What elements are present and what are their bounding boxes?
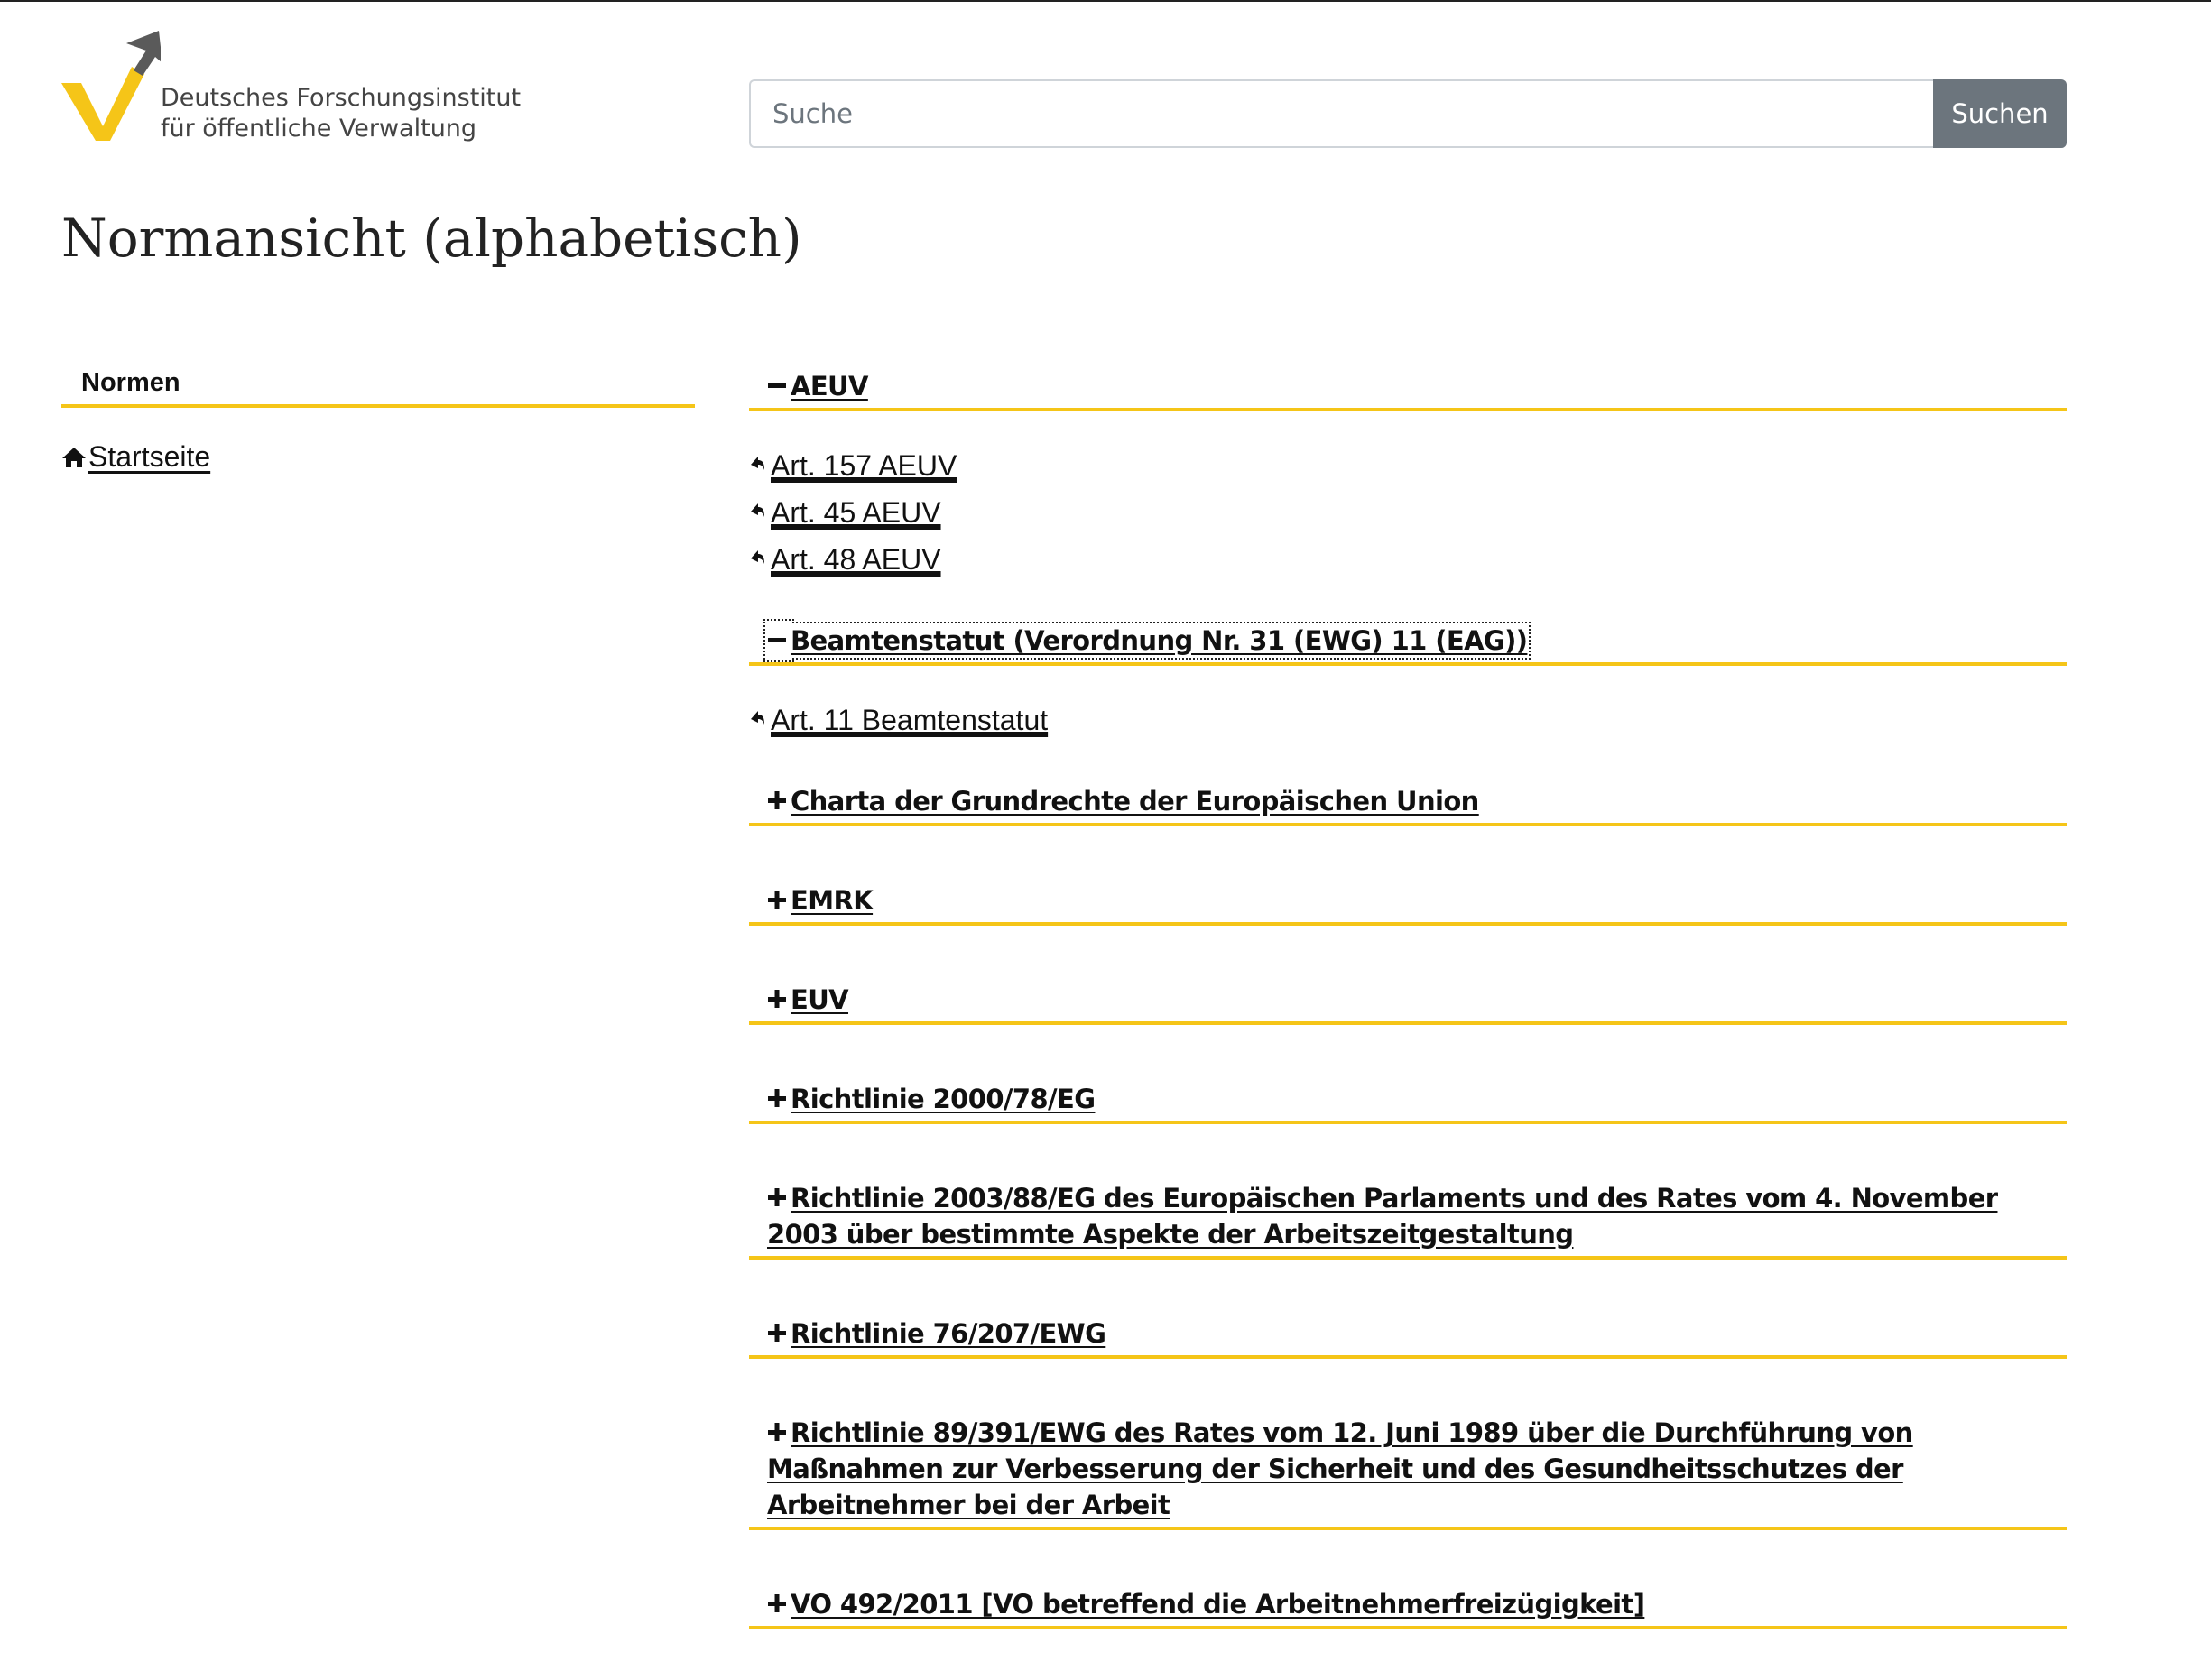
reply-arrow-icon — [749, 440, 771, 484]
plus-icon — [767, 1180, 791, 1216]
norm-group-label: EUV — [791, 984, 849, 1015]
norm-group-header — [767, 625, 1527, 656]
home-icon — [61, 442, 88, 475]
norm-group-header — [767, 1417, 1913, 1520]
norm-group — [749, 1409, 2067, 1581]
norm-group-toggle[interactable] — [749, 778, 2067, 826]
norm-group — [749, 1175, 2067, 1310]
norm-group — [749, 1310, 2067, 1409]
norm-article-link[interactable] — [749, 695, 2067, 742]
norm-article-label: Art. 11 Beamtenstatut — [771, 704, 1049, 736]
plus-icon — [767, 1415, 791, 1451]
norm-group-label: Richtlinie 2003/88/EG des Europäischen Parlaments und des Rates vom 4. November 2003 über bestimmte Aspekte der Arbeitszeitgestaltung — [767, 1183, 1998, 1250]
search-button[interactable]: Suchen — [1933, 79, 2067, 148]
plus-icon — [767, 882, 791, 918]
plus-icon — [767, 1315, 791, 1352]
logo-text — [161, 83, 521, 144]
norm-group-toggle[interactable] — [749, 363, 2067, 411]
group-spacer — [749, 1359, 2067, 1409]
norm-group-label: Richtlinie 89/391/EWG des Rates vom 12. Juni 1989 über die Durchführung von Maßnahmen zur Verbesserung der Sicherheit und des Gesundheitsschutzes der Arbeitnehmer bei der Arbeit — [767, 1417, 1913, 1520]
group-spacer — [749, 926, 2067, 976]
norm-group — [749, 1581, 2067, 1680]
reply-arrow-icon — [749, 487, 771, 531]
norm-group-label: Charta der Grundrechte der Europäischen Union — [791, 786, 1479, 817]
norm-item-list — [749, 411, 2067, 617]
norm-group-header — [767, 885, 873, 916]
reply-arrow-icon — [749, 534, 771, 577]
norm-article-label: Art. 45 AEUV — [771, 496, 941, 529]
norm-group-toggle[interactable] — [749, 1075, 2067, 1124]
sidebar-heading: Normen — [61, 363, 695, 408]
dfoev-logo[interactable] — [61, 27, 531, 144]
plus-icon — [767, 1081, 791, 1117]
norm-item-list — [749, 666, 2067, 778]
plus-icon — [767, 1586, 791, 1622]
group-spacer — [749, 1124, 2067, 1175]
logo-line-1: Deutsches Forschungsinstitut — [161, 84, 522, 112]
norm-article-link[interactable] — [749, 534, 2067, 581]
norm-group-label: AEUV — [791, 371, 868, 402]
norm-group-label: Beamtenstatut (Verordnung Nr. 31 (EWG) 11 (EAG)) — [791, 625, 1528, 656]
norm-group-header — [767, 1318, 1106, 1349]
norm-group-toggle[interactable] — [749, 1310, 2067, 1359]
norm-group-toggle[interactable] — [749, 1175, 2067, 1260]
group-spacer — [749, 1025, 2067, 1075]
plus-icon — [767, 783, 791, 819]
plus-icon — [767, 982, 791, 1018]
norm-list — [749, 363, 2067, 1680]
norm-group — [749, 1075, 2067, 1175]
norm-group — [749, 877, 2067, 976]
group-spacer — [749, 1260, 2067, 1310]
minus-icon — [767, 368, 791, 404]
norm-group-header — [767, 371, 868, 402]
norm-group — [749, 976, 2067, 1075]
search-input[interactable] — [749, 79, 1933, 148]
norm-group-toggle[interactable] — [749, 1581, 2067, 1629]
group-spacer — [749, 1629, 2067, 1680]
sidebar — [61, 363, 695, 475]
reply-arrow-icon — [749, 695, 771, 738]
norm-article-label: Art. 157 AEUV — [771, 449, 957, 482]
page-title: Normansicht (alphabetisch) — [61, 208, 802, 269]
norm-group-toggle[interactable] — [749, 1409, 2067, 1530]
norm-group — [749, 617, 2067, 778]
norm-group-header — [767, 984, 848, 1015]
norm-group-label: VO 492/2011 [VO betreffend die Arbeitnehmerfreizügigkeit] — [791, 1589, 1645, 1620]
norm-group-label: EMRK — [791, 885, 874, 916]
norm-group-header — [767, 1589, 1644, 1620]
norm-group — [749, 778, 2067, 877]
norm-group-label: Richtlinie 76/207/EWG — [791, 1318, 1106, 1349]
minus-icon — [767, 623, 791, 659]
norm-group — [749, 363, 2067, 617]
group-spacer — [749, 826, 2067, 877]
startseite-label: Startseite — [88, 440, 211, 473]
norm-article-label: Art. 48 AEUV — [771, 543, 941, 576]
norm-group-toggle[interactable] — [749, 976, 2067, 1025]
norm-article-link[interactable] — [749, 440, 2067, 487]
norm-article-link[interactable] — [749, 487, 2067, 534]
norm-group-header — [767, 1183, 1997, 1250]
norm-group-toggle[interactable] — [749, 877, 2067, 926]
norm-group-header — [767, 1084, 1095, 1114]
norm-group-toggle[interactable] — [749, 617, 2067, 666]
logo-mark-icon — [61, 27, 161, 144]
norm-group-header — [767, 786, 1479, 817]
startseite-link[interactable] — [61, 440, 210, 475]
norm-group-label: Richtlinie 2000/78/EG — [791, 1084, 1096, 1114]
group-spacer — [749, 1530, 2067, 1581]
logo-line-2: für öffentliche Verwaltung — [161, 115, 477, 143]
